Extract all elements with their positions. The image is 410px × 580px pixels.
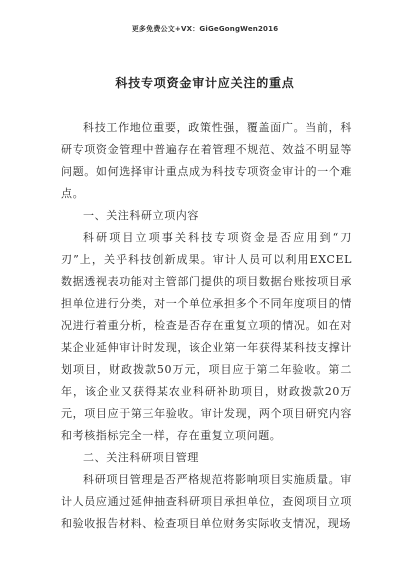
paragraph-intro: 科技工作地位重要，政策性强，覆盖面广。当前，科研专项资金管理中普遍存在着管理不规范、效益不明显等问题。如何选择审计重点成为科技专项资金审计的一个难点。 bbox=[61, 121, 352, 200]
header-note: 更多免费公文+VX：GiGeGongWen2016 bbox=[131, 25, 279, 33]
document-body bbox=[61, 117, 352, 535]
paragraph-section-1: 科研项目立项事关科技专项资金是否应用到“刀刃”上，关乎科技创新成果。审计人员可以利用EXCEL数据透视表功能对主管部门提供的项目数据台账按项目承担单位进行分类，对一个单位承担多个不同年度项目的情况进行着重分析，检查是否存在重复立项的情况。如在对某企业延伸审计时发现，该企业第一年获得某科技支撑计划项目，财政拨款50万元，项目应于第二年验收。第二年，该企业又获得某农业科研补助项目，财政拨款20万元，项目应于第三年验收。审计发现，两个项目研究内容和考核指标完全一样，存在重复立项问题。 bbox=[61, 231, 352, 442]
document-title: 科技专项资金审计应关注的重点 bbox=[115, 76, 295, 90]
paragraph-section-2: 科研项目管理是否严格规范将影响项目实施质量。审计人员应通过延伸抽查科研项目承担单位，查阅项目立项和验收报告材料、检查项目单位财务实际收支情况，现场 bbox=[61, 473, 352, 530]
section-heading-1: 一、关注科研立项内容 bbox=[83, 209, 199, 222]
section-heading-2: 二、关注科研项目管理 bbox=[83, 451, 199, 464]
